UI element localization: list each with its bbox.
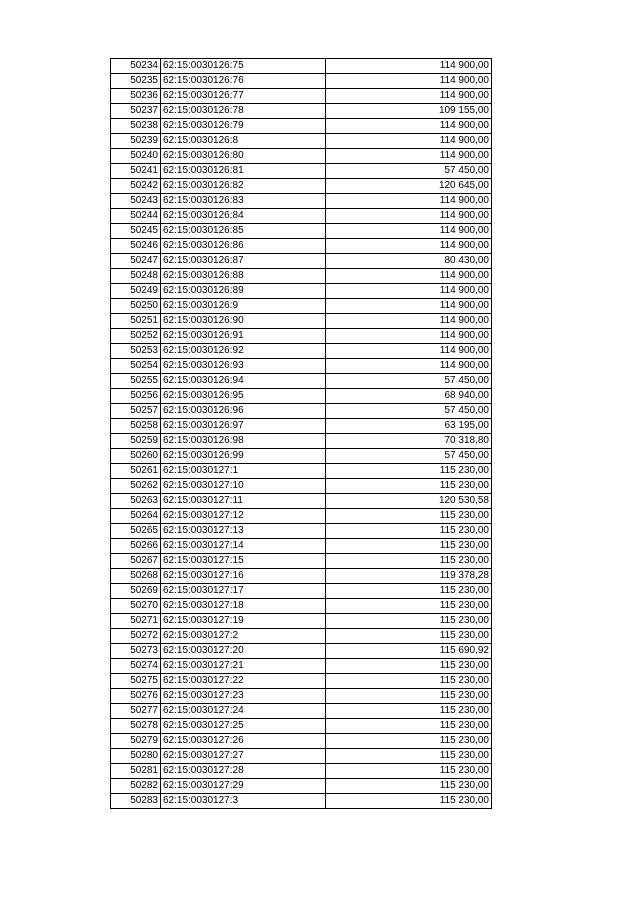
value-cell: 115 230,00 bbox=[326, 749, 492, 764]
table-row bbox=[111, 524, 492, 539]
value-cell: 114 900,00 bbox=[326, 119, 492, 134]
table-row bbox=[111, 359, 492, 374]
table-row bbox=[111, 59, 492, 74]
cadastral-number-cell: 62:15:0030127:26 bbox=[161, 734, 326, 749]
table-row bbox=[111, 104, 492, 119]
row-id-cell: 50272 bbox=[111, 629, 161, 644]
cadastral-number-cell: 62:15:0030126:98 bbox=[161, 434, 326, 449]
cadastral-value-table bbox=[110, 58, 492, 809]
value-cell: 115 690,92 bbox=[326, 644, 492, 659]
table-row bbox=[111, 719, 492, 734]
cadastral-number-cell: 62:15:0030127:12 bbox=[161, 509, 326, 524]
table-row bbox=[111, 374, 492, 389]
value-cell: 114 900,00 bbox=[326, 299, 492, 314]
table-body bbox=[111, 59, 492, 809]
value-cell: 63 195,00 bbox=[326, 419, 492, 434]
row-id-cell: 50268 bbox=[111, 569, 161, 584]
table-row bbox=[111, 119, 492, 134]
cadastral-number-cell: 62:15:0030127:14 bbox=[161, 539, 326, 554]
table-row bbox=[111, 674, 492, 689]
value-cell: 115 230,00 bbox=[326, 779, 492, 794]
cadastral-number-cell: 62:15:0030126:79 bbox=[161, 119, 326, 134]
table-row bbox=[111, 299, 492, 314]
table-row bbox=[111, 539, 492, 554]
table-row bbox=[111, 569, 492, 584]
table-row bbox=[111, 659, 492, 674]
cadastral-number-cell: 62:15:0030127:29 bbox=[161, 779, 326, 794]
cadastral-number-cell: 62:15:0030126:94 bbox=[161, 374, 326, 389]
value-cell: 120 645,00 bbox=[326, 179, 492, 194]
value-cell: 115 230,00 bbox=[326, 764, 492, 779]
row-id-cell: 50271 bbox=[111, 614, 161, 629]
table-row bbox=[111, 614, 492, 629]
row-id-cell: 50266 bbox=[111, 539, 161, 554]
cadastral-number-cell: 62:15:0030126:83 bbox=[161, 194, 326, 209]
value-cell: 115 230,00 bbox=[326, 554, 492, 569]
value-cell: 115 230,00 bbox=[326, 614, 492, 629]
value-cell: 109 155,00 bbox=[326, 104, 492, 119]
cadastral-number-cell: 62:15:0030127:20 bbox=[161, 644, 326, 659]
table-row bbox=[111, 509, 492, 524]
value-cell: 80 430,00 bbox=[326, 254, 492, 269]
cadastral-number-cell: 62:15:0030126:9 bbox=[161, 299, 326, 314]
table-row bbox=[111, 554, 492, 569]
table-row bbox=[111, 269, 492, 284]
row-id-cell: 50236 bbox=[111, 89, 161, 104]
cadastral-number-cell: 62:15:0030127:2 bbox=[161, 629, 326, 644]
value-cell: 57 450,00 bbox=[326, 164, 492, 179]
value-cell: 114 900,00 bbox=[326, 344, 492, 359]
cadastral-number-cell: 62:15:0030126:90 bbox=[161, 314, 326, 329]
table-row bbox=[111, 629, 492, 644]
table-row bbox=[111, 419, 492, 434]
value-cell: 114 900,00 bbox=[326, 194, 492, 209]
value-cell: 57 450,00 bbox=[326, 374, 492, 389]
value-cell: 57 450,00 bbox=[326, 404, 492, 419]
cadastral-number-cell: 62:15:0030127:28 bbox=[161, 764, 326, 779]
row-id-cell: 50234 bbox=[111, 59, 161, 74]
value-cell: 115 230,00 bbox=[326, 704, 492, 719]
row-id-cell: 50283 bbox=[111, 794, 161, 809]
value-cell: 114 900,00 bbox=[326, 329, 492, 344]
row-id-cell: 50256 bbox=[111, 389, 161, 404]
table-row bbox=[111, 494, 492, 509]
cadastral-number-cell: 62:15:0030127:24 bbox=[161, 704, 326, 719]
value-cell: 68 940,00 bbox=[326, 389, 492, 404]
table-row bbox=[111, 164, 492, 179]
table-row bbox=[111, 449, 492, 464]
value-cell: 119 378,28 bbox=[326, 569, 492, 584]
table-row bbox=[111, 434, 492, 449]
row-id-cell: 50258 bbox=[111, 419, 161, 434]
cadastral-number-cell: 62:15:0030127:17 bbox=[161, 584, 326, 599]
table-row bbox=[111, 749, 492, 764]
value-cell: 115 230,00 bbox=[326, 539, 492, 554]
table-row bbox=[111, 209, 492, 224]
value-cell: 115 230,00 bbox=[326, 674, 492, 689]
cadastral-number-cell: 62:15:0030126:80 bbox=[161, 149, 326, 164]
cadastral-number-cell: 62:15:0030126:89 bbox=[161, 284, 326, 299]
row-id-cell: 50262 bbox=[111, 479, 161, 494]
cadastral-number-cell: 62:15:0030127:27 bbox=[161, 749, 326, 764]
value-cell: 114 900,00 bbox=[326, 224, 492, 239]
cadastral-number-cell: 62:15:0030126:82 bbox=[161, 179, 326, 194]
table-row bbox=[111, 149, 492, 164]
value-cell: 114 900,00 bbox=[326, 209, 492, 224]
row-id-cell: 50281 bbox=[111, 764, 161, 779]
row-id-cell: 50237 bbox=[111, 104, 161, 119]
table-row bbox=[111, 224, 492, 239]
cadastral-number-cell: 62:15:0030127:16 bbox=[161, 569, 326, 584]
row-id-cell: 50267 bbox=[111, 554, 161, 569]
cadastral-number-cell: 62:15:0030127:15 bbox=[161, 554, 326, 569]
cadastral-number-cell: 62:15:0030127:22 bbox=[161, 674, 326, 689]
value-cell: 115 230,00 bbox=[326, 464, 492, 479]
row-id-cell: 50257 bbox=[111, 404, 161, 419]
table-row bbox=[111, 404, 492, 419]
cadastral-number-cell: 62:15:0030126:8 bbox=[161, 134, 326, 149]
row-id-cell: 50263 bbox=[111, 494, 161, 509]
cadastral-number-cell: 62:15:0030126:76 bbox=[161, 74, 326, 89]
row-id-cell: 50273 bbox=[111, 644, 161, 659]
cadastral-number-cell: 62:15:0030127:10 bbox=[161, 479, 326, 494]
table-row bbox=[111, 704, 492, 719]
cadastral-number-cell: 62:15:0030127:19 bbox=[161, 614, 326, 629]
row-id-cell: 50261 bbox=[111, 464, 161, 479]
row-id-cell: 50245 bbox=[111, 224, 161, 239]
row-id-cell: 50280 bbox=[111, 749, 161, 764]
cadastral-number-cell: 62:15:0030127:11 bbox=[161, 494, 326, 509]
row-id-cell: 50250 bbox=[111, 299, 161, 314]
table-row bbox=[111, 794, 492, 809]
row-id-cell: 50282 bbox=[111, 779, 161, 794]
value-cell: 70 318,80 bbox=[326, 434, 492, 449]
cadastral-number-cell: 62:15:0030127:18 bbox=[161, 599, 326, 614]
cadastral-number-cell: 62:15:0030126:91 bbox=[161, 329, 326, 344]
cadastral-number-cell: 62:15:0030127:21 bbox=[161, 659, 326, 674]
cadastral-number-cell: 62:15:0030126:86 bbox=[161, 239, 326, 254]
row-id-cell: 50235 bbox=[111, 74, 161, 89]
value-cell: 114 900,00 bbox=[326, 314, 492, 329]
row-id-cell: 50249 bbox=[111, 284, 161, 299]
value-cell: 115 230,00 bbox=[326, 509, 492, 524]
value-cell: 115 230,00 bbox=[326, 599, 492, 614]
row-id-cell: 50260 bbox=[111, 449, 161, 464]
row-id-cell: 50270 bbox=[111, 599, 161, 614]
row-id-cell: 50252 bbox=[111, 329, 161, 344]
table-row bbox=[111, 194, 492, 209]
table-row bbox=[111, 254, 492, 269]
value-cell: 115 230,00 bbox=[326, 629, 492, 644]
table-row bbox=[111, 284, 492, 299]
cadastral-number-cell: 62:15:0030127:13 bbox=[161, 524, 326, 539]
row-id-cell: 50238 bbox=[111, 119, 161, 134]
cadastral-number-cell: 62:15:0030126:92 bbox=[161, 344, 326, 359]
row-id-cell: 50255 bbox=[111, 374, 161, 389]
row-id-cell: 50259 bbox=[111, 434, 161, 449]
value-cell: 57 450,00 bbox=[326, 449, 492, 464]
value-cell: 114 900,00 bbox=[326, 359, 492, 374]
row-id-cell: 50240 bbox=[111, 149, 161, 164]
table-row bbox=[111, 479, 492, 494]
value-cell: 115 230,00 bbox=[326, 794, 492, 809]
row-id-cell: 50246 bbox=[111, 239, 161, 254]
row-id-cell: 50241 bbox=[111, 164, 161, 179]
cadastral-number-cell: 62:15:0030126:87 bbox=[161, 254, 326, 269]
cadastral-number-cell: 62:15:0030127:3 bbox=[161, 794, 326, 809]
table-row bbox=[111, 599, 492, 614]
table-row bbox=[111, 74, 492, 89]
row-id-cell: 50251 bbox=[111, 314, 161, 329]
value-cell: 115 230,00 bbox=[326, 659, 492, 674]
cadastral-number-cell: 62:15:0030126:88 bbox=[161, 269, 326, 284]
row-id-cell: 50277 bbox=[111, 704, 161, 719]
value-cell: 114 900,00 bbox=[326, 269, 492, 284]
table-row bbox=[111, 779, 492, 794]
row-id-cell: 50242 bbox=[111, 179, 161, 194]
table-row bbox=[111, 314, 492, 329]
table-row bbox=[111, 464, 492, 479]
cadastral-number-cell: 62:15:0030126:85 bbox=[161, 224, 326, 239]
value-cell: 114 900,00 bbox=[326, 284, 492, 299]
table-row bbox=[111, 389, 492, 404]
cadastral-number-cell: 62:15:0030127:23 bbox=[161, 689, 326, 704]
value-cell: 114 900,00 bbox=[326, 149, 492, 164]
value-cell: 120 530,58 bbox=[326, 494, 492, 509]
value-cell: 115 230,00 bbox=[326, 584, 492, 599]
row-id-cell: 50243 bbox=[111, 194, 161, 209]
table-row bbox=[111, 644, 492, 659]
cadastral-number-cell: 62:15:0030126:77 bbox=[161, 89, 326, 104]
table-row bbox=[111, 239, 492, 254]
table-row bbox=[111, 734, 492, 749]
cadastral-number-cell: 62:15:0030126:95 bbox=[161, 389, 326, 404]
value-cell: 115 230,00 bbox=[326, 734, 492, 749]
cadastral-number-cell: 62:15:0030127:25 bbox=[161, 719, 326, 734]
cadastral-number-cell: 62:15:0030126:99 bbox=[161, 449, 326, 464]
cadastral-number-cell: 62:15:0030126:78 bbox=[161, 104, 326, 119]
row-id-cell: 50244 bbox=[111, 209, 161, 224]
row-id-cell: 50279 bbox=[111, 734, 161, 749]
value-cell: 115 230,00 bbox=[326, 719, 492, 734]
cadastral-number-cell: 62:15:0030127:1 bbox=[161, 464, 326, 479]
table-row bbox=[111, 89, 492, 104]
value-cell: 114 900,00 bbox=[326, 239, 492, 254]
table-row bbox=[111, 134, 492, 149]
cadastral-number-cell: 62:15:0030126:84 bbox=[161, 209, 326, 224]
value-cell: 114 900,00 bbox=[326, 134, 492, 149]
value-cell: 115 230,00 bbox=[326, 689, 492, 704]
row-id-cell: 50248 bbox=[111, 269, 161, 284]
row-id-cell: 50276 bbox=[111, 689, 161, 704]
value-cell: 114 900,00 bbox=[326, 89, 492, 104]
table-row bbox=[111, 584, 492, 599]
row-id-cell: 50278 bbox=[111, 719, 161, 734]
cadastral-number-cell: 62:15:0030126:96 bbox=[161, 404, 326, 419]
row-id-cell: 50265 bbox=[111, 524, 161, 539]
row-id-cell: 50264 bbox=[111, 509, 161, 524]
table-row bbox=[111, 689, 492, 704]
row-id-cell: 50254 bbox=[111, 359, 161, 374]
row-id-cell: 50274 bbox=[111, 659, 161, 674]
row-id-cell: 50275 bbox=[111, 674, 161, 689]
value-cell: 115 230,00 bbox=[326, 524, 492, 539]
table-row bbox=[111, 329, 492, 344]
row-id-cell: 50239 bbox=[111, 134, 161, 149]
table-row bbox=[111, 179, 492, 194]
cadastral-number-cell: 62:15:0030126:97 bbox=[161, 419, 326, 434]
cadastral-number-cell: 62:15:0030126:75 bbox=[161, 59, 326, 74]
table-row bbox=[111, 344, 492, 359]
cadastral-number-cell: 62:15:0030126:93 bbox=[161, 359, 326, 374]
row-id-cell: 50269 bbox=[111, 584, 161, 599]
value-cell: 115 230,00 bbox=[326, 479, 492, 494]
cadastral-number-cell: 62:15:0030126:81 bbox=[161, 164, 326, 179]
value-cell: 114 900,00 bbox=[326, 74, 492, 89]
row-id-cell: 50253 bbox=[111, 344, 161, 359]
table-row bbox=[111, 764, 492, 779]
value-cell: 114 900,00 bbox=[326, 59, 492, 74]
row-id-cell: 50247 bbox=[111, 254, 161, 269]
